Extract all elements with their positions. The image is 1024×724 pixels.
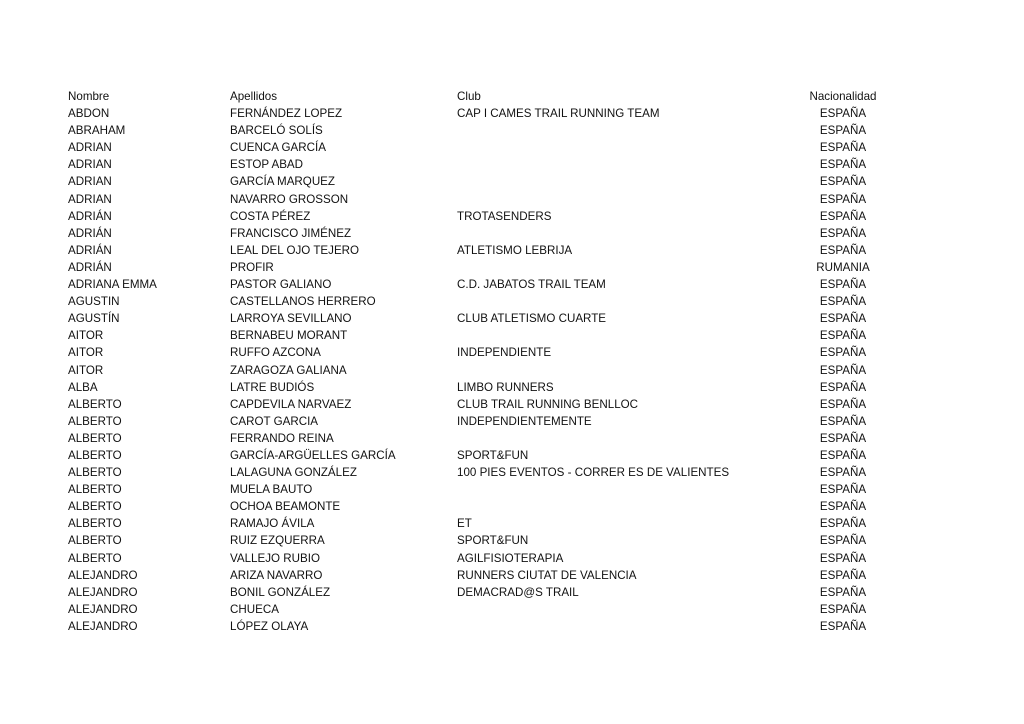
cell-apellidos: BARCELÓ SOLÍS xyxy=(230,124,323,138)
cell-apellidos: FRANCISCO JIMÉNEZ xyxy=(230,226,352,240)
cell-nombre: ALBERTO xyxy=(68,466,122,480)
cell-club: DEMACRAD@S TRAIL xyxy=(457,585,579,599)
cell-nacionalidad: ESPAÑA xyxy=(819,500,867,514)
cell-nacionalidad: ESPAÑA xyxy=(819,141,867,155)
cell-nombre: ALBERTO xyxy=(68,500,122,514)
cell-nacionalidad: ESPAÑA xyxy=(819,312,867,326)
cell-club: ATLETISMO LEBRIJA xyxy=(457,243,573,257)
cell-nacionalidad: ESPAÑA xyxy=(819,602,867,616)
cell-nacionalidad: ESPAÑA xyxy=(819,346,867,360)
cell-nombre: ADRIAN xyxy=(68,175,112,189)
cell-apellidos: PASTOR GALIANO xyxy=(230,278,332,292)
cell-nacionalidad: ESPAÑA xyxy=(819,278,867,292)
cell-club: LIMBO RUNNERS xyxy=(457,380,554,394)
cell-nacionalidad: ESPAÑA xyxy=(819,124,867,138)
cell-club: C.D. JABATOS TRAIL TEAM xyxy=(457,278,606,292)
table-row xyxy=(68,276,908,293)
cell-nacionalidad: ESPAÑA xyxy=(819,466,867,480)
cell-apellidos: ARIZA NAVARRO xyxy=(230,568,323,582)
table-row xyxy=(68,379,908,396)
table-row xyxy=(68,498,908,515)
cell-club: INDEPENDIENTEMENTE xyxy=(457,414,592,428)
cell-nacionalidad: ESPAÑA xyxy=(819,448,867,462)
cell-nacionalidad: ESPAÑA xyxy=(819,175,867,189)
table-row xyxy=(68,242,908,259)
cell-nacionalidad: ESPAÑA xyxy=(819,192,867,206)
participants-table xyxy=(68,88,908,635)
cell-nacionalidad: ESPAÑA xyxy=(819,209,867,223)
table-row xyxy=(68,139,908,156)
cell-nombre: ALBERTO xyxy=(68,414,122,428)
cell-nombre: ALBERTO xyxy=(68,517,122,531)
cell-nombre: ALBERTO xyxy=(68,534,122,548)
table-row xyxy=(68,464,908,481)
cell-nacionalidad: ESPAÑA xyxy=(819,158,867,172)
header-apellidos: Apellidos xyxy=(230,90,278,103)
table-row xyxy=(68,447,908,464)
cell-club: SPORT&FUN xyxy=(457,534,529,548)
cell-nacionalidad: ESPAÑA xyxy=(819,329,867,343)
cell-nombre: ALEJANDRO xyxy=(68,568,138,582)
table-row xyxy=(68,225,908,242)
cell-apellidos: FERNÁNDEZ LOPEZ xyxy=(230,107,343,121)
cell-nacionalidad: ESPAÑA xyxy=(819,397,867,411)
cell-nacionalidad: ESPAÑA xyxy=(819,551,867,565)
table-row xyxy=(68,208,908,225)
cell-apellidos: VALLEJO RUBIO xyxy=(230,551,320,565)
table-row xyxy=(68,550,908,567)
cell-nombre: ADRIAN xyxy=(68,158,112,172)
cell-nombre: ALBA xyxy=(68,380,98,394)
table-body xyxy=(68,105,908,635)
cell-nombre: ABRAHAM xyxy=(68,124,126,138)
cell-apellidos: RAMAJO ÁVILA xyxy=(230,517,315,531)
cell-nacionalidad: ESPAÑA xyxy=(819,243,867,257)
cell-nacionalidad: ESPAÑA xyxy=(819,483,867,497)
cell-apellidos: OCHOA BEAMONTE xyxy=(230,500,341,514)
table-row xyxy=(68,344,908,361)
cell-nombre: ADRIAN xyxy=(68,192,112,206)
cell-club: TROTASENDERS xyxy=(457,209,552,223)
cell-apellidos: NAVARRO GROSSON xyxy=(230,192,349,206)
cell-nombre: ALEJANDRO xyxy=(68,585,138,599)
cell-nacionalidad: ESPAÑA xyxy=(819,619,867,633)
cell-nombre: ADRIÁN xyxy=(68,226,112,240)
table-row xyxy=(68,515,908,532)
table-row xyxy=(68,618,908,635)
cell-nacionalidad: ESPAÑA xyxy=(819,295,867,309)
cell-nombre: AITOR xyxy=(68,363,104,377)
cell-nombre: ALBERTO xyxy=(68,448,122,462)
cell-nombre: ALBERTO xyxy=(68,431,122,445)
cell-apellidos: ESTOP ABAD xyxy=(230,158,304,172)
table-row xyxy=(68,310,908,327)
cell-club: CLUB ATLETISMO CUARTE xyxy=(457,312,607,326)
table-row xyxy=(68,362,908,379)
cell-apellidos: PROFIR xyxy=(230,260,274,274)
table-row xyxy=(68,481,908,498)
cell-nacionalidad: ESPAÑA xyxy=(819,568,867,582)
cell-apellidos: GARCÍA-ARGÜELLES GARCÍA xyxy=(230,448,396,462)
table-row xyxy=(68,293,908,310)
cell-nombre: ADRIAN xyxy=(68,141,112,155)
cell-club: ET xyxy=(457,517,472,531)
table-row xyxy=(68,413,908,430)
cell-nombre: AGUSTIN xyxy=(68,295,120,309)
table-row xyxy=(68,532,908,549)
cell-apellidos: CHUECA xyxy=(230,602,279,616)
table-row xyxy=(68,396,908,413)
cell-nombre: ABDON xyxy=(68,107,110,121)
table-row xyxy=(68,105,908,122)
table-row xyxy=(68,173,908,190)
table-row xyxy=(68,584,908,601)
table-row xyxy=(68,430,908,447)
cell-nacionalidad: RUMANIA xyxy=(816,260,870,274)
cell-apellidos: CAROT GARCIA xyxy=(230,414,319,428)
cell-apellidos: FERRANDO REINA xyxy=(230,431,334,445)
cell-nombre: ADRIANA EMMA xyxy=(68,278,157,292)
cell-apellidos: ZARAGOZA GALIANA xyxy=(230,363,347,377)
cell-club: INDEPENDIENTE xyxy=(457,346,552,360)
cell-nacionalidad: ESPAÑA xyxy=(819,107,867,121)
cell-nacionalidad: ESPAÑA xyxy=(819,585,867,599)
cell-nacionalidad: ESPAÑA xyxy=(819,414,867,428)
header-nacionalidad: Nacionalidad xyxy=(809,90,877,103)
cell-apellidos: BERNABEU MORANT xyxy=(230,329,348,343)
cell-club: CLUB TRAIL RUNNING BENLLOC xyxy=(457,397,639,411)
table-row xyxy=(68,156,908,173)
cell-club: SPORT&FUN xyxy=(457,448,529,462)
cell-apellidos: LÓPEZ OLAYA xyxy=(230,619,309,633)
table-row xyxy=(68,327,908,344)
cell-nombre: ADRIÁN xyxy=(68,260,112,274)
cell-club: CAP I CAMES TRAIL RUNNING TEAM xyxy=(457,107,660,121)
cell-nombre: ADRIÁN xyxy=(68,243,112,257)
cell-nacionalidad: ESPAÑA xyxy=(819,517,867,531)
cell-nombre: ALEJANDRO xyxy=(68,619,138,633)
cell-apellidos: MUELA BAUTO xyxy=(230,483,313,497)
cell-nombre: ADRIÁN xyxy=(68,209,112,223)
cell-apellidos: CASTELLANOS HERRERO xyxy=(230,295,376,309)
cell-apellidos: CUENCA GARCÍA xyxy=(230,141,326,155)
cell-nombre: AGUSTÍN xyxy=(68,312,120,326)
cell-nacionalidad: ESPAÑA xyxy=(819,431,867,445)
cell-nombre: ALBERTO xyxy=(68,551,122,565)
cell-nombre: AITOR xyxy=(68,329,104,343)
cell-apellidos: COSTA PÉREZ xyxy=(230,209,311,223)
cell-apellidos: GARCÍA MARQUEZ xyxy=(230,175,336,189)
cell-club: AGILFISIOTERAPIA xyxy=(457,551,564,565)
header-nombre: Nombre xyxy=(68,90,110,103)
cell-apellidos: LARROYA SEVILLANO xyxy=(230,312,352,326)
table-row xyxy=(68,122,908,139)
table-row xyxy=(68,191,908,208)
table-row xyxy=(68,601,908,618)
cell-nacionalidad: ESPAÑA xyxy=(819,380,867,394)
table-header xyxy=(68,88,908,105)
cell-apellidos: RUFFO AZCONA xyxy=(230,346,321,360)
table-row xyxy=(68,567,908,584)
cell-club: 100 PIES EVENTOS - CORRER ES DE VALIENTES xyxy=(457,466,730,480)
cell-nombre: ALEJANDRO xyxy=(68,602,138,616)
cell-nacionalidad: ESPAÑA xyxy=(819,363,867,377)
cell-apellidos: LALAGUNA GONZÁLEZ xyxy=(230,466,357,480)
table-row xyxy=(68,259,908,276)
cell-nacionalidad: ESPAÑA xyxy=(819,226,867,240)
cell-apellidos: LATRE BUDIÓS xyxy=(230,380,315,394)
cell-club: RUNNERS CIUTAT DE VALENCIA xyxy=(457,568,637,582)
cell-nacionalidad: ESPAÑA xyxy=(819,534,867,548)
cell-apellidos: RUIZ EZQUERRA xyxy=(230,534,325,548)
cell-apellidos: BONIL GONZÁLEZ xyxy=(230,585,331,599)
cell-apellidos: LEAL DEL OJO TEJERO xyxy=(230,243,360,257)
cell-apellidos: CAPDEVILA NARVAEZ xyxy=(230,397,352,411)
cell-nombre: ALBERTO xyxy=(68,483,122,497)
cell-nombre: ALBERTO xyxy=(68,397,122,411)
header-club: Club xyxy=(457,90,481,103)
cell-nombre: AITOR xyxy=(68,346,104,360)
